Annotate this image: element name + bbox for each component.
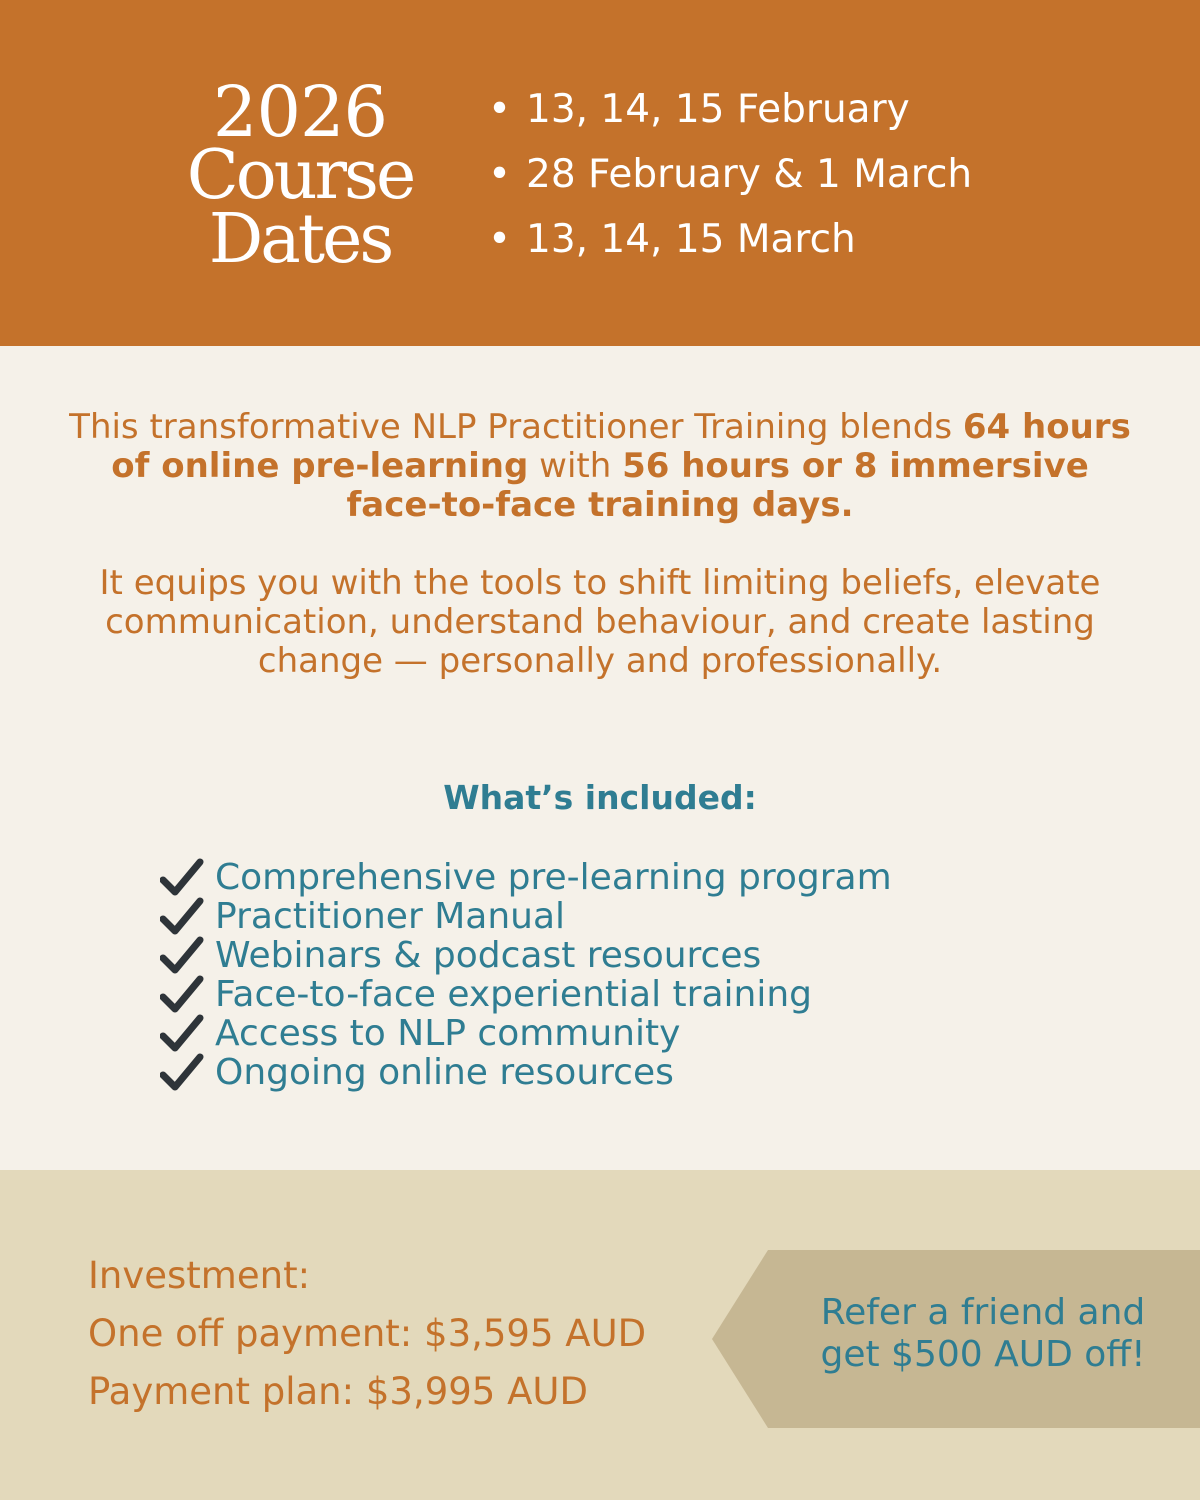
- date-text: 13, 14, 15 February: [526, 87, 910, 132]
- description-paragraph: It equips you with the tools to shift limiting beliefs, elevate communication, understand behaviour, and create lasting change — personally and professionally.: [99, 563, 1101, 681]
- intro-text: with: [528, 446, 623, 486]
- title-word-dates: Dates: [208, 200, 392, 279]
- included-item-text: Practitioner Manual: [215, 896, 566, 937]
- included-item: [160, 936, 892, 975]
- investment-label: Investment:: [88, 1254, 311, 1297]
- included-item-text: Ongoing online resources: [215, 1052, 674, 1093]
- bullet-icon: •: [488, 217, 512, 262]
- promo-line-2: get $500 AUD off!: [820, 1334, 1146, 1375]
- included-heading: What’s included:: [443, 778, 757, 817]
- bullet-icon: •: [488, 87, 512, 132]
- intro-paragraph: [60, 408, 1140, 525]
- date-item: [488, 214, 972, 279]
- payment-plan: Payment plan: $3,995 AUD: [88, 1370, 588, 1413]
- referral-promo: [770, 1292, 1196, 1376]
- date-text: 13, 14, 15 March: [526, 217, 856, 262]
- included-item: [160, 1014, 892, 1053]
- checkmark-icon: [160, 858, 204, 897]
- course-dates-title: [170, 71, 430, 279]
- checkmark-icon: [160, 897, 204, 936]
- included-item-text: Face-to-face experiential training: [215, 974, 812, 1015]
- included-item-text: Webinars & podcast resources: [215, 935, 762, 976]
- one-off-payment: One off payment: $3,595 AUD: [88, 1312, 647, 1355]
- course-dates-list: [488, 84, 972, 279]
- checkmark-icon: [160, 1014, 204, 1053]
- intro-highlight-hours: 56 hours or 8 immersive face-to-face training days.: [346, 446, 1089, 525]
- intro-highlight-prelearning: 64 hours of online pre-learning: [111, 407, 1131, 486]
- checkmark-icon: [160, 975, 204, 1014]
- included-item: [160, 897, 892, 936]
- date-item: [488, 149, 972, 214]
- title-year: 2026: [212, 71, 388, 153]
- title-word-course: Course: [186, 136, 414, 215]
- promo-line-1: Refer a friend and: [820, 1292, 1146, 1333]
- header-banner: [0, 0, 1200, 346]
- investment-block: [88, 1252, 646, 1426]
- date-item: [488, 84, 972, 149]
- bullet-icon: •: [488, 152, 512, 197]
- checkmark-icon: [160, 936, 204, 975]
- included-item: [160, 1053, 892, 1092]
- included-item: [160, 858, 892, 897]
- date-text: 28 February & 1 March: [526, 152, 973, 197]
- included-list: [160, 858, 892, 1092]
- included-item-text: Comprehensive pre-learning program: [215, 857, 892, 898]
- intro-text: This transformative NLP Practitioner Training blends: [69, 407, 963, 447]
- included-item-text: Access to NLP community: [215, 1013, 681, 1054]
- checkmark-icon: [160, 1053, 204, 1092]
- included-item: [160, 975, 892, 1014]
